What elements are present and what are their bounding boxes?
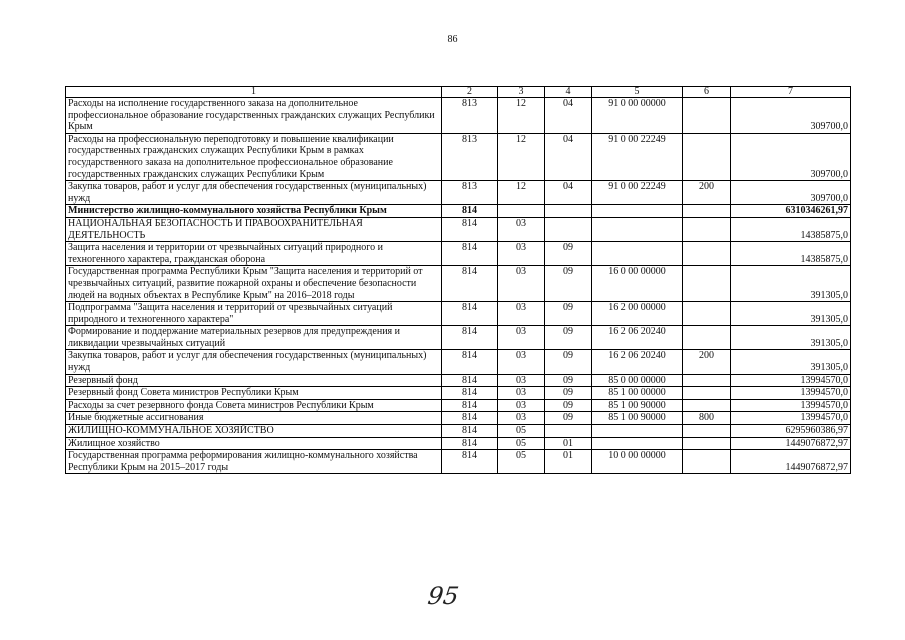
row-subsection-cell: 09 [545, 242, 592, 266]
row-target-cell [592, 242, 683, 266]
row-amount-cell: 6310346261,97 [731, 205, 851, 218]
table-header-row [66, 87, 851, 98]
column-header: 2 [442, 87, 498, 98]
row-admin-code-cell: 814 [442, 450, 498, 474]
row-subsection-cell [545, 205, 592, 218]
row-expense-type-cell [683, 425, 731, 438]
row-amount-cell: 309700,0 [731, 133, 851, 180]
row-expense-type-cell [683, 266, 731, 302]
table-row [66, 374, 851, 387]
row-section-cell: 03 [498, 399, 545, 412]
table-row [66, 242, 851, 266]
row-target-cell [592, 205, 683, 218]
row-admin-code-cell: 814 [442, 326, 498, 350]
row-expense-type-cell: 200 [683, 350, 731, 374]
row-admin-code-cell: 814 [442, 437, 498, 450]
row-subsection-cell: 09 [545, 412, 592, 425]
row-expense-type-cell [683, 302, 731, 326]
row-subsection-cell: 09 [545, 350, 592, 374]
row-target-cell: 91 0 00 22249 [592, 133, 683, 180]
table-row [66, 399, 851, 412]
row-admin-code-cell: 814 [442, 302, 498, 326]
row-admin-code-cell: 814 [442, 266, 498, 302]
table-row [66, 217, 851, 241]
row-expense-type-cell [683, 98, 731, 134]
row-section-cell: 12 [498, 133, 545, 180]
row-target-cell [592, 437, 683, 450]
column-header: 6 [683, 87, 731, 98]
row-expense-type-cell [683, 450, 731, 474]
row-subsection-cell: 09 [545, 387, 592, 400]
row-subsection-cell: 04 [545, 133, 592, 180]
table-row [66, 326, 851, 350]
column-header: 7 [731, 87, 851, 98]
row-name-cell: Защита населения и территории от чрезвычайных ситуаций природного и техногенного характера, гражданская оборона [66, 242, 442, 266]
row-expense-type-cell [683, 326, 731, 350]
row-subsection-cell [545, 217, 592, 241]
row-name-cell: ЖИЛИЩНО-КОММУНАЛЬНОЕ ХОЗЯЙСТВО [66, 425, 442, 438]
handwritten-page-mark: 95 [426, 582, 461, 610]
row-amount-cell: 14385875,0 [731, 242, 851, 266]
row-name-cell: Жилищное хозяйство [66, 437, 442, 450]
row-name-cell: Резервный фонд [66, 374, 442, 387]
row-name-cell: Расходы на профессиональную переподготовку и повышение квалификации государственных гражданских служащих Республики Крым в рамках государственного заказа на дополнительное профессиональное образование государственных гражданских служащих Республики Крым [66, 133, 442, 180]
row-amount-cell: 309700,0 [731, 181, 851, 205]
row-admin-code-cell: 814 [442, 374, 498, 387]
row-amount-cell: 391305,0 [731, 302, 851, 326]
row-section-cell: 03 [498, 266, 545, 302]
row-amount-cell: 1449076872,97 [731, 450, 851, 474]
row-target-cell: 16 2 06 20240 [592, 326, 683, 350]
row-amount-cell: 14385875,0 [731, 217, 851, 241]
row-subsection-cell: 01 [545, 450, 592, 474]
row-amount-cell: 309700,0 [731, 98, 851, 134]
row-amount-cell: 391305,0 [731, 266, 851, 302]
row-name-cell: Расходы на исполнение государственного заказа на дополнительное профессиональное образование государственных гражданских служащих Республики Крым [66, 98, 442, 134]
page-number: 86 [447, 34, 458, 45]
row-amount-cell: 6295960386,97 [731, 425, 851, 438]
row-target-cell: 85 1 00 90000 [592, 399, 683, 412]
row-name-cell: Государственная программа Республики Крым "Защита населения и территорий от чрезвычайных ситуаций, развитие пожарной охраны и обеспечение безопасности людей на водных объектах в Республике Крым" на 2016–2018 годы [66, 266, 442, 302]
table-row [66, 266, 851, 302]
row-name-cell: Резервный фонд Совета министров Республики Крым [66, 387, 442, 400]
row-name-cell: Закупка товаров, работ и услуг для обеспечения государственных (муниципальных) нужд [66, 350, 442, 374]
row-target-cell: 85 0 00 00000 [592, 374, 683, 387]
row-subsection-cell: 04 [545, 181, 592, 205]
row-admin-code-cell: 813 [442, 181, 498, 205]
row-subsection-cell [545, 425, 592, 438]
row-admin-code-cell: 813 [442, 98, 498, 134]
row-admin-code-cell: 814 [442, 217, 498, 241]
row-target-cell: 85 1 00 00000 [592, 387, 683, 400]
row-section-cell: 03 [498, 350, 545, 374]
row-admin-code-cell: 814 [442, 412, 498, 425]
row-section-cell [498, 205, 545, 218]
row-target-cell: 91 0 00 00000 [592, 98, 683, 134]
row-name-cell: Министерство жилищно-коммунального хозяйства Республики Крым [66, 205, 442, 218]
row-name-cell: НАЦИОНАЛЬНАЯ БЕЗОПАСНОСТЬ И ПРАВООХРАНИТЕЛЬНАЯ ДЕЯТЕЛЬНОСТЬ [66, 217, 442, 241]
row-section-cell: 05 [498, 450, 545, 474]
table-row [66, 302, 851, 326]
table-row [66, 181, 851, 205]
table-row [66, 425, 851, 438]
row-target-cell: 16 0 00 00000 [592, 266, 683, 302]
row-target-cell [592, 425, 683, 438]
row-section-cell: 03 [498, 374, 545, 387]
row-target-cell: 16 2 00 00000 [592, 302, 683, 326]
table-row [66, 98, 851, 134]
row-amount-cell: 391305,0 [731, 326, 851, 350]
row-name-cell: Государственная программа реформирования жилищно-коммунального хозяйства Республики Крым на 2015–2017 годы [66, 450, 442, 474]
row-expense-type-cell: 200 [683, 181, 731, 205]
table-row [66, 205, 851, 218]
column-header: 1 [66, 87, 442, 98]
row-subsection-cell: 09 [545, 266, 592, 302]
row-admin-code-cell: 814 [442, 242, 498, 266]
row-expense-type-cell [683, 242, 731, 266]
row-amount-cell: 13994570,0 [731, 399, 851, 412]
budget-table [65, 86, 851, 474]
row-amount-cell: 13994570,0 [731, 412, 851, 425]
row-subsection-cell: 09 [545, 399, 592, 412]
row-target-cell: 16 2 06 20240 [592, 350, 683, 374]
row-section-cell: 05 [498, 437, 545, 450]
row-section-cell: 03 [498, 302, 545, 326]
row-name-cell: Расходы за счет резервного фонда Совета министров Республики Крым [66, 399, 442, 412]
row-section-cell: 05 [498, 425, 545, 438]
table-row [66, 412, 851, 425]
row-expense-type-cell [683, 387, 731, 400]
row-admin-code-cell: 814 [442, 425, 498, 438]
row-expense-type-cell [683, 205, 731, 218]
row-admin-code-cell: 813 [442, 133, 498, 180]
row-name-cell: Иные бюджетные ассигнования [66, 412, 442, 425]
column-header: 4 [545, 87, 592, 98]
row-section-cell: 03 [498, 387, 545, 400]
row-subsection-cell: 09 [545, 326, 592, 350]
row-section-cell: 12 [498, 98, 545, 134]
table-row [66, 133, 851, 180]
row-admin-code-cell: 814 [442, 399, 498, 412]
row-admin-code-cell: 814 [442, 205, 498, 218]
table-row [66, 350, 851, 374]
row-target-cell: 91 0 00 22249 [592, 181, 683, 205]
row-amount-cell: 1449076872,97 [731, 437, 851, 450]
row-target-cell [592, 217, 683, 241]
row-admin-code-cell: 814 [442, 350, 498, 374]
row-amount-cell: 13994570,0 [731, 387, 851, 400]
row-name-cell: Закупка товаров, работ и услуг для обеспечения государственных (муниципальных) нужд [66, 181, 442, 205]
column-header: 5 [592, 87, 683, 98]
row-section-cell: 03 [498, 412, 545, 425]
row-amount-cell: 13994570,0 [731, 374, 851, 387]
row-section-cell: 03 [498, 242, 545, 266]
row-section-cell: 03 [498, 217, 545, 241]
row-admin-code-cell: 814 [442, 387, 498, 400]
row-expense-type-cell [683, 437, 731, 450]
row-expense-type-cell [683, 399, 731, 412]
row-section-cell: 03 [498, 326, 545, 350]
row-amount-cell: 391305,0 [731, 350, 851, 374]
row-expense-type-cell [683, 374, 731, 387]
row-target-cell: 10 0 00 00000 [592, 450, 683, 474]
row-target-cell: 85 1 00 90000 [592, 412, 683, 425]
row-expense-type-cell [683, 133, 731, 180]
row-name-cell: Формирование и поддержание материальных резервов для предупреждения и ликвидации чрезвычайных ситуаций [66, 326, 442, 350]
row-section-cell: 12 [498, 181, 545, 205]
table-row [66, 387, 851, 400]
row-subsection-cell: 09 [545, 302, 592, 326]
row-subsection-cell: 09 [545, 374, 592, 387]
row-name-cell: Подпрограмма "Защита населения и территорий от чрезвычайных ситуаций природного и техногенного характера" [66, 302, 442, 326]
row-subsection-cell: 04 [545, 98, 592, 134]
table-row [66, 437, 851, 450]
row-expense-type-cell [683, 217, 731, 241]
row-subsection-cell: 01 [545, 437, 592, 450]
row-expense-type-cell: 800 [683, 412, 731, 425]
column-header: 3 [498, 87, 545, 98]
table-row [66, 450, 851, 474]
